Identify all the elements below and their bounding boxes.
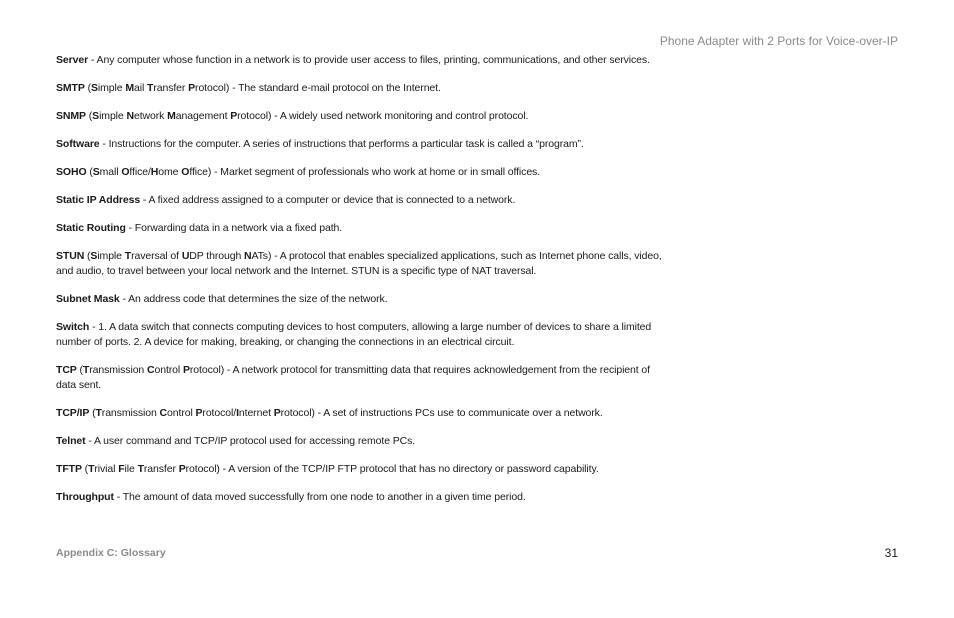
glossary-text: - An address code that determines the size of the network. [119,293,388,305]
glossary-bold-text: STUN [56,250,85,262]
glossary-entry [56,406,666,421]
glossary-text: ransmission [101,407,160,419]
glossary-entry [56,81,666,96]
glossary-bold-text: S [92,110,100,122]
glossary-bold-text: O [121,166,130,178]
glossary-bold-text: P [273,407,281,419]
glossary-bold-text: I [236,407,239,419]
glossary-bold-text: N [126,110,134,122]
glossary-text: nternet [238,407,274,419]
glossary-bold-text: S [91,82,98,94]
glossary-text: imple [99,110,127,122]
glossary-text: ail [133,82,148,94]
glossary-bold-text: Server [56,54,89,66]
glossary-text: ( [86,166,93,178]
glossary-bold-text: P [182,364,190,376]
glossary-bold-text: C [147,364,155,376]
glossary-text: ontrol [167,407,196,419]
glossary-text: ome [158,166,182,178]
glossary-text: ( [76,364,83,376]
glossary-text: - Forwarding data in a network via a fixed path. [125,222,343,234]
glossary-bold-text: O [181,166,190,178]
glossary-bold-text: N [244,250,252,262]
glossary-bold-text: SOHO [56,166,87,178]
glossary-bold-text: Software [56,138,100,150]
glossary-text: rivial [94,463,119,475]
glossary-bold-text: TFTP [56,463,82,475]
glossary-bold-text: F [118,463,125,475]
glossary-text: imple [97,82,126,94]
glossary-text: imple [97,250,125,262]
glossary-bold-text: T [82,364,90,376]
glossary-bold-text: T [124,250,132,262]
glossary-text: rotocol) - A network protocol for transmitting data that requires acknowledgement from the recipient of data sent. [56,364,650,391]
glossary-text: rotocol) - A widely used network monitoring and control protocol. [237,110,529,122]
glossary-text: - 1. A data switch that connects computing devices to host computers, allowing a large number of devices to share a limited number of ports. 2. A device for making, breaking, or changing the connections in an electrical circuit. [56,321,652,348]
glossary-text: - Instructions for the computer. A series of instructions that performs a particular task is called a “program”. [99,138,584,150]
glossary-bold-text: TCP [56,364,77,376]
glossary-entry [56,320,666,350]
glossary-bold-text: C [159,407,168,419]
glossary-bold-text: TCP/IP [56,407,90,419]
glossary-entry [56,53,666,68]
glossary-bold-text: P [188,82,196,94]
glossary-text: ransfer [143,463,179,475]
glossary-entry [56,249,666,279]
glossary-entry [56,434,666,449]
glossary-bold-text: SMTP [56,82,85,94]
glossary-bold-text: P [230,110,238,122]
glossary-text: - The amount of data moved successfully from one node to another in a given time period. [113,491,526,503]
glossary-text: ffice/ [129,166,151,178]
glossary-bold-text: Telnet [56,435,86,447]
glossary-text: raversal of [131,250,182,262]
footer-section-title: Appendix C: Glossary [56,547,166,559]
page-number: 31 [884,546,898,560]
glossary-text: ontrol [154,364,183,376]
glossary-text: etwork [133,110,168,122]
glossary-bold-text: U [181,250,190,262]
glossary-text: DP through [189,250,245,262]
glossary-bold-text: T [95,407,102,419]
glossary-entry [56,137,666,152]
glossary-entry [56,462,666,477]
glossary-entry [56,109,666,124]
glossary-text: ile [124,463,138,475]
glossary-bold-text: Subnet Mask [56,293,120,305]
glossary-text: rotocol) - A version of the TCP/IP FTP protocol that has no directory or password capability. [185,463,599,475]
glossary-bold-text: S [92,166,100,178]
glossary-bold-text: Static IP Address [56,194,141,206]
glossary-entry [56,490,666,505]
glossary-bold-text: Static Routing [56,222,126,234]
glossary-bold-text: Throughput [56,491,114,503]
glossary-text: ( [89,407,96,419]
glossary-text: ransmission [89,364,147,376]
glossary-bold-text: S [90,250,98,262]
glossary-entry [56,221,666,236]
glossary-text: ( [84,250,91,262]
glossary-bold-text: SNMP [56,110,86,122]
glossary-text: ransfer [153,82,189,94]
glossary-text: rotocol) - The standard e-mail protocol on the Internet. [195,82,441,94]
glossary-text: ATs) - A protocol that enables specialized applications, such as Internet phone calls, video, and audio, to travel between your local network and the Internet. STUN is a specific type of NAT traversal. [56,250,662,277]
glossary-entry [56,292,666,307]
glossary-bold-text: M [167,110,176,122]
glossary-bold-text: T [147,82,154,94]
glossary-entry [56,363,666,393]
glossary-bold-text: Switch [56,321,90,333]
glossary-text: ffice) - Market segment of professionals who work at home or in small offices. [189,166,541,178]
glossary-entry [56,165,666,180]
glossary-text: - A fixed address assigned to a computer or device that is connected to a network. [140,194,516,206]
header-product-title: Phone Adapter with 2 Ports for Voice-over-IP [659,34,898,48]
glossary-bold-text: H [150,166,159,178]
glossary-text: - Any computer whose function in a network is to provide user access to files, printing, communications, and other services. [88,54,650,66]
glossary-bold-text: P [195,407,203,419]
glossary-text: ( [85,110,93,122]
glossary-text: - A user command and TCP/IP protocol used for accessing remote PCs. [85,435,416,447]
glossary-text: anagement [175,110,231,122]
glossary-entry [56,193,666,208]
glossary-bold-text: T [137,463,144,475]
glossary-text: rotocol) - A set of instructions PCs use to communicate over a network. [280,407,603,419]
glossary-text: ( [81,463,89,475]
glossary-bold-text: M [125,82,134,94]
glossary-list [56,53,666,518]
glossary-bold-text: P [178,463,186,475]
glossary-text: ( [84,82,91,94]
glossary-text: rotocol/ [202,407,237,419]
glossary-bold-text: T [88,463,95,475]
glossary-text: mall [99,166,122,178]
